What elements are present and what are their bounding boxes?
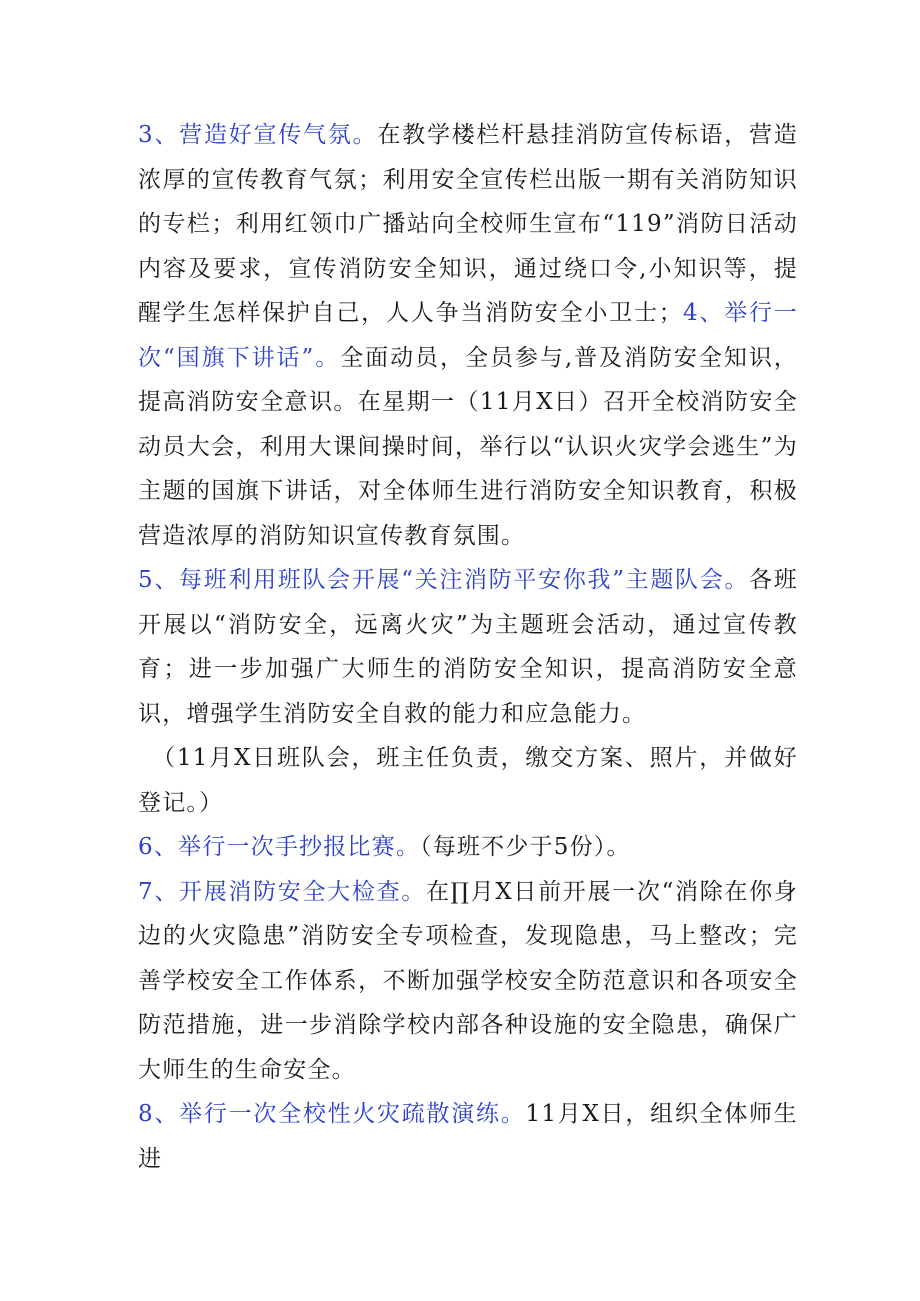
heading-item-7: 7、开展消防安全大检查。	[138, 878, 426, 905]
body-item-7: 在∏月X日前开展一次“消除在你身边的火灾隐患”消防安全专项检查，发现隐患，马上整改；完善学校安全工作体系，不断加强学校安全防范意识和各项安全防范措施，进一步消除学校内部各种设施的安全隐患，确保广大师生的生命安全。	[138, 878, 798, 1083]
body-item-5-note: （11月X日班队会，班主任负责，缴交方案、照片，并做好登记。）	[138, 745, 798, 816]
body-item-5: 各班开展以“消防安全，远离火灾”为主题班会活动，通过宣传教育；进一步加强广大师生的消防安全知识，提高消防安全意识，增强学生消防安全自救的能力和应急能力。	[138, 567, 798, 727]
body-item-8: 11月X日，组织全体师生进	[138, 1101, 798, 1172]
body-item-6: （每班不少于5份）。	[420, 834, 631, 860]
body-item-4: 全面动员，全员参与,普及消防安全知识，提高消防安全意识。在星期一（11月X日）召开全校消防安全动员大会，利用大课间操时间，举行以“认识火灾学会逃生”为主题的国旗下讲话，对全体师生进行消防安全知识教育，积极营造浓厚的消防知识宣传教育氛围。	[138, 344, 798, 549]
heading-item-5: 5、每班利用班队会开展“关注消防平安你我”主题队会。	[138, 567, 750, 593]
paragraph-item-5-note	[138, 736, 798, 825]
document-body	[138, 113, 798, 1181]
heading-item-4: 4、举行一次“国旗下讲话”。	[138, 300, 798, 371]
heading-item-8: 8、举行一次全校性火灾疏散演练。	[138, 1101, 526, 1127]
paragraph-item-5	[138, 558, 798, 736]
paragraph-item-8	[138, 1092, 798, 1181]
heading-item-6: 6、举行一次手抄报比赛。	[138, 834, 421, 860]
paragraph-item-7	[138, 870, 798, 1093]
paragraph-item-6	[138, 825, 798, 870]
heading-item-3: 3、营造好宣传气氛。	[138, 122, 378, 148]
body-item-3: 在教学楼栏杆悬挂消防宣传标语，营造浓厚的宣传教育气氛；利用安全宣传栏出版一期有关消防知识的专栏；利用红领巾广播站向全校师生宣布“119”消防日活动内容及要求，宣传消防安全知识，通过绕口令,小知识等，提醒学生怎样保护自己，人人争当消防安全小卫士；	[138, 122, 798, 326]
paragraph-item-3-4	[138, 113, 798, 558]
